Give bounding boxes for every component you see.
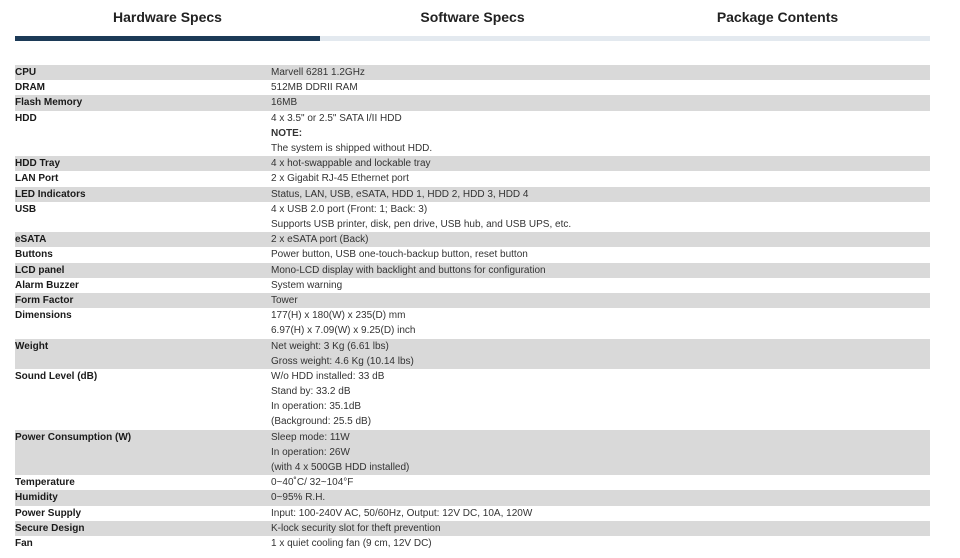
spec-label: Secure Design [15, 521, 271, 536]
spec-value-line: Marvell 6281 1.2GHz [271, 67, 365, 78]
spec-value [271, 247, 930, 262]
spec-value [271, 156, 930, 171]
spec-row [15, 187, 930, 202]
spec-label: HDD [15, 112, 37, 124]
spec-label: Humidity [15, 490, 271, 505]
spec-value [271, 430, 930, 476]
spec-row [15, 293, 930, 308]
spec-value [271, 369, 930, 430]
spec-value-line: 0~40˚C/ 32~104°F [271, 477, 354, 489]
spec-label: Fan [15, 538, 33, 550]
spec-value-line: Gross weight: 4.6 Kg (10.14 lbs) [271, 355, 414, 367]
spec-row [15, 232, 930, 247]
spec-note-label: NOTE: [271, 127, 303, 139]
spec-row [15, 111, 930, 157]
spec-label: CPU [15, 65, 271, 80]
spec-label: USB [15, 203, 37, 215]
spec-row [15, 475, 930, 490]
spec-value-line: 6.97(H) x 7.09(W) x 9.25(D) inch [271, 325, 416, 337]
spec-row [15, 430, 930, 476]
spec-value-line: Net weight: 3 Kg (6.61 lbs) [271, 340, 389, 352]
spec-value [271, 536, 930, 551]
spec-value [271, 339, 930, 369]
spec-value-line: 2 x eSATA port (Back) [271, 234, 369, 246]
spec-value [271, 187, 930, 202]
spec-value-line: 4 x 3.5" or 2.5" SATA I/II HDD [271, 112, 402, 124]
spec-row [15, 65, 930, 80]
tab-indicator-track [15, 36, 930, 41]
spec-value-line: Sleep mode: 11W [271, 431, 350, 443]
spec-label: Power Supply [15, 507, 82, 519]
spec-row [15, 308, 930, 338]
spec-value [271, 202, 930, 232]
spec-row [15, 536, 930, 551]
spec-label: Power Consumption (W) [15, 430, 271, 476]
spec-label: Form Factor [15, 293, 271, 308]
spec-value-line: Power button, USB one-touch-backup button, reset button [271, 249, 528, 261]
spec-value-line: Tower [271, 294, 298, 306]
spec-label: HDD Tray [15, 156, 271, 171]
spec-label: Weight [15, 339, 271, 369]
spec-value-line: K-lock security slot for theft prevention [271, 522, 441, 534]
spec-value-line: Supports USB printer, disk, pen drive, USB hub, and USB UPS, etc. [271, 218, 572, 230]
spec-row [15, 506, 930, 521]
spec-value [271, 111, 930, 157]
spec-value [271, 521, 930, 536]
spec-value-line: Stand by: 33.2 dB [271, 386, 351, 398]
spec-value-line: 1 x quiet cooling fan (9 cm, 12V DC) [271, 538, 432, 550]
spec-value-line: 512MB DDRII RAM [271, 82, 358, 94]
spec-row [15, 521, 930, 536]
spec-value [271, 95, 930, 110]
spec-value [271, 80, 930, 95]
spec-value-line: 0~95% R.H. [271, 492, 326, 504]
tab-software-specs[interactable]: Software Specs [420, 9, 525, 25]
spec-value-line: 177(H) x 180(W) x 235(D) mm [271, 310, 406, 322]
spec-row [15, 202, 930, 232]
spec-row [15, 490, 930, 505]
spec-value-line: In operation: 26W [271, 446, 350, 458]
tab-package-contents[interactable]: Package Contents [716, 9, 839, 25]
spec-label: LAN Port [15, 173, 59, 185]
spec-row [15, 339, 930, 369]
spec-table-body [15, 65, 930, 551]
spec-value-line: 4 x USB 2.0 port (Front: 1; Back: 3) [271, 203, 428, 215]
spec-value [271, 278, 930, 293]
spec-value-line: W/o HDD installed: 33 dB [271, 370, 385, 382]
spec-value-line: Status, LAN, USB, eSATA, HDD 1, HDD 2, HDD 3, HDD 4 [271, 188, 529, 200]
spec-value [271, 506, 930, 521]
tab-bar-container [0, 0, 960, 42]
spec-label: Sound Level (dB) [15, 370, 98, 382]
spec-row [15, 156, 930, 171]
spec-value-line: (Background: 25.5 dB) [271, 416, 372, 428]
spec-label: eSATA [15, 232, 271, 247]
spec-value [271, 308, 930, 338]
spec-row [15, 80, 930, 95]
spec-value-line: In operation: 35.1dB [271, 401, 362, 413]
spec-label: LCD panel [15, 263, 271, 278]
spec-value [271, 293, 930, 308]
hardware-specs-table [15, 65, 930, 551]
spec-value-line: (with 4 x 500GB HDD installed) [271, 462, 410, 474]
spec-row [15, 263, 930, 278]
spec-label: DRAM [15, 82, 45, 94]
spec-label: Dimensions [15, 310, 72, 322]
spec-value-line: The system is shipped without HDD. [271, 142, 433, 154]
spec-row [15, 369, 930, 430]
spec-row [15, 171, 930, 186]
spec-value-line: 16MB [271, 97, 298, 109]
spec-row [15, 95, 930, 110]
spec-value [271, 171, 930, 186]
spec-value [271, 475, 930, 490]
spec-value-line: System warning [271, 279, 343, 291]
active-tab-indicator [15, 36, 320, 41]
spec-value [271, 263, 930, 278]
spec-value-line: Input: 100-240V AC, 50/60Hz, Output: 12V DC, 10A, 120W [271, 507, 533, 519]
spec-value [271, 490, 930, 505]
spec-row [15, 247, 930, 262]
spec-label: Temperature [15, 477, 75, 489]
spec-value [271, 232, 930, 247]
spec-label: LED Indicators [15, 187, 271, 202]
spec-label: Alarm Buzzer [15, 279, 79, 291]
spec-value-line: 2 x Gigabit RJ-45 Ethernet port [271, 173, 409, 185]
spec-value [271, 65, 930, 80]
spec-label: Flash Memory [15, 95, 271, 110]
spec-value-line: Mono-LCD display with backlight and buttons for configuration [271, 264, 546, 276]
spec-row [15, 278, 930, 293]
tab-hardware-specs[interactable]: Hardware Specs [113, 9, 222, 25]
spec-value-line: 4 x hot-swappable and lockable tray [271, 158, 431, 170]
spec-label: Buttons [15, 249, 53, 261]
